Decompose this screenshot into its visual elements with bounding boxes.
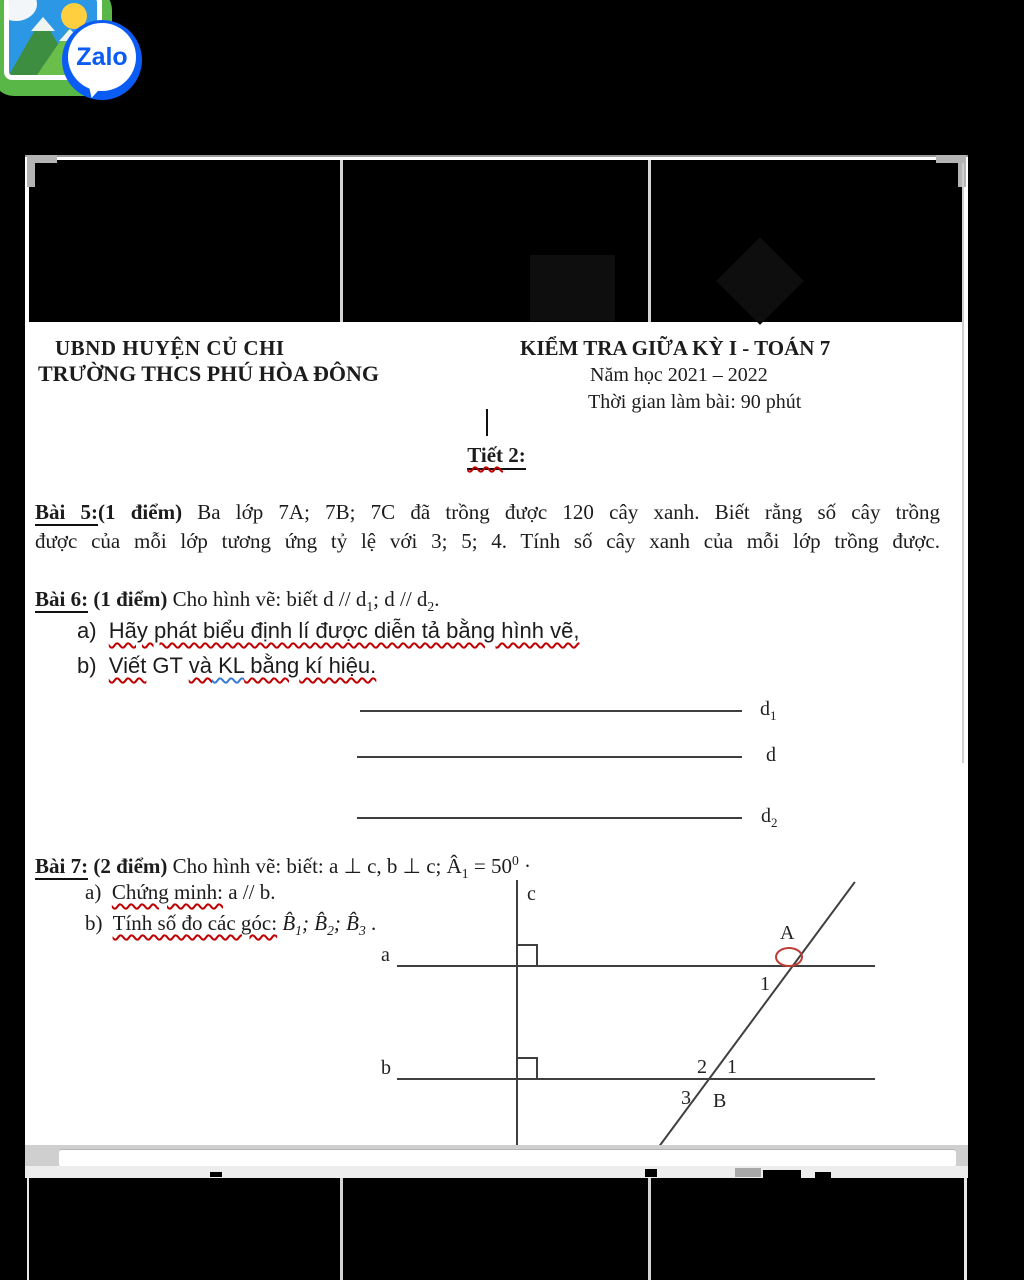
problem-7-item-a: [85, 880, 275, 905]
subscript: 2: [427, 599, 435, 615]
label-text: d: [761, 805, 771, 827]
section-title-rest: 2:: [503, 443, 526, 467]
problem-7-text: ·: [518, 854, 532, 878]
problem-6-points: (1 điểm): [88, 587, 168, 611]
problem-5-points: (1 điểm): [98, 500, 183, 524]
section-title: [25, 443, 968, 468]
point-B-label: B: [713, 1090, 727, 1112]
line-d1: [360, 710, 742, 712]
hidden-text-fragment: [815, 1172, 831, 1178]
problem-7-points: (2 điểm): [88, 854, 168, 878]
zalo-logo[interactable]: [62, 20, 142, 100]
problem-6-label: Bài 6:: [35, 587, 89, 611]
hidden-text-fragment: [645, 1169, 657, 1177]
math-text: B̂: [277, 911, 296, 935]
document-page[interactable]: [25, 155, 968, 1178]
line-d-label: d: [766, 744, 776, 766]
angle-A1-label: 1: [760, 973, 770, 995]
angle-B1-label: 1: [727, 1056, 737, 1078]
hidden-text-fragment: [763, 1170, 801, 1178]
line-d2-label: [761, 805, 778, 831]
angle-B2-label: 2: [697, 1056, 707, 1078]
item-text: Hãy phát biểu định lí được diễn tả bằng hình vẽ,: [108, 618, 580, 643]
problem-5-text: Ba lớp 7A; 7B; 7C đã trồng được 120 cây xanh. Biết rằng số cây trồng: [182, 500, 940, 524]
hidden-text-fragment: [210, 1172, 222, 1177]
line-b: [397, 1078, 875, 1080]
right-angle-mark: [518, 1057, 538, 1078]
problem-6-item-b: [77, 653, 376, 679]
exam-duration: Thời gian làm bài: 90 phút: [588, 391, 802, 413]
problem-7-label: Bài 7:: [35, 854, 89, 878]
item-text: GT: [146, 653, 189, 678]
line-b-label: b: [381, 1057, 391, 1079]
problem-7-text: Cho hình vẽ: biết: a ⊥ c, b ⊥ c; Â: [167, 854, 462, 878]
redacted-table-band: [29, 160, 964, 322]
mountain-snowcap-icon: [31, 17, 55, 31]
angle-A-mark: [775, 947, 803, 967]
item-text: kí hiệu.: [299, 653, 377, 678]
line-c-label: c: [527, 883, 536, 905]
text-cursor: [486, 409, 488, 436]
line-a-label: a: [381, 944, 390, 966]
line-d: [357, 756, 742, 758]
line-c: [516, 880, 518, 1150]
problem-5: [35, 498, 940, 556]
item-text: a // b.: [222, 880, 276, 904]
item-text: KL: [211, 653, 245, 678]
faint-artifact: [530, 255, 615, 321]
subscript: 1: [461, 866, 469, 882]
item-text: Viết: [108, 653, 147, 678]
section-title-word: Tiết: [467, 443, 504, 467]
item-text: Tính số đo các góc:: [112, 911, 278, 935]
subscript: 2: [327, 923, 334, 939]
item-text: bằng: [244, 653, 300, 678]
right-angle-mark: [518, 944, 538, 965]
problem-6-text: ; d // d: [373, 587, 428, 611]
table-column-divider: [648, 1178, 651, 1280]
item-text: và: [188, 653, 212, 678]
exam-title: KIỂM TRA GIỮA KỲ I - TOÁN 7: [520, 336, 831, 360]
superscript: 0: [511, 853, 519, 868]
page-top-border: [25, 155, 968, 157]
problem-6-text: .: [434, 587, 440, 611]
subscript: 1: [366, 599, 374, 615]
subscript: 3: [358, 923, 366, 939]
item-marker: a): [85, 880, 102, 904]
school-authority-line: UBND HUYỆN CỦ CHI: [55, 336, 285, 360]
school-name-line: TRƯỜNG THCS PHÚ HÒA ĐÔNG: [38, 361, 380, 386]
problem-6-item-a: [77, 618, 580, 644]
item-text: Chứng minh:: [111, 880, 223, 904]
subscript: 1: [295, 923, 302, 939]
subscript: 2: [771, 815, 778, 830]
line-a: [397, 965, 875, 967]
table-column-divider: [27, 1178, 29, 1280]
cloud-icon: [4, 0, 37, 21]
table-column-divider: [648, 160, 651, 322]
table-column-divider: [340, 1178, 343, 1280]
problem-6-heading: [35, 585, 940, 621]
problem-7-item-b: [85, 911, 376, 939]
angle-B3-label: 3: [681, 1087, 691, 1109]
problem-5-line2: được của mỗi lớp tương ứng tỷ lệ với 3; 5; 4. Tính số cây xanh của mỗi lớp trồng được.: [35, 529, 940, 553]
crop-handle-top-left[interactable]: [27, 155, 35, 187]
problem-5-label: Bài 5:: [35, 500, 99, 524]
table-column-divider: [964, 1178, 967, 1280]
math-text: ; B̂: [333, 911, 359, 935]
line-d1-label: [760, 698, 777, 724]
math-text: ; B̂: [301, 911, 328, 935]
point-A-label: A: [780, 922, 795, 944]
problem-5-line1: [35, 498, 940, 527]
table-column-divider: [340, 160, 343, 322]
subscript: 1: [770, 708, 777, 723]
line-d2: [357, 817, 742, 819]
hidden-text-fragment: [735, 1168, 761, 1177]
faint-artifact: [716, 237, 804, 325]
item-marker: b): [85, 911, 103, 935]
problem-7-text: = 50: [468, 854, 512, 878]
horizontal-scrollbar-thumb[interactable]: [59, 1149, 956, 1167]
problem-6-text: Cho hình vẽ: biết d // d: [167, 587, 367, 611]
item-marker: a): [77, 618, 97, 643]
item-marker: b): [77, 653, 97, 678]
school-year: Năm học 2021 – 2022: [590, 364, 768, 386]
label-text: d: [760, 698, 770, 720]
zalo-logo-text: Zalo: [76, 42, 128, 71]
item-text: .: [365, 911, 377, 935]
